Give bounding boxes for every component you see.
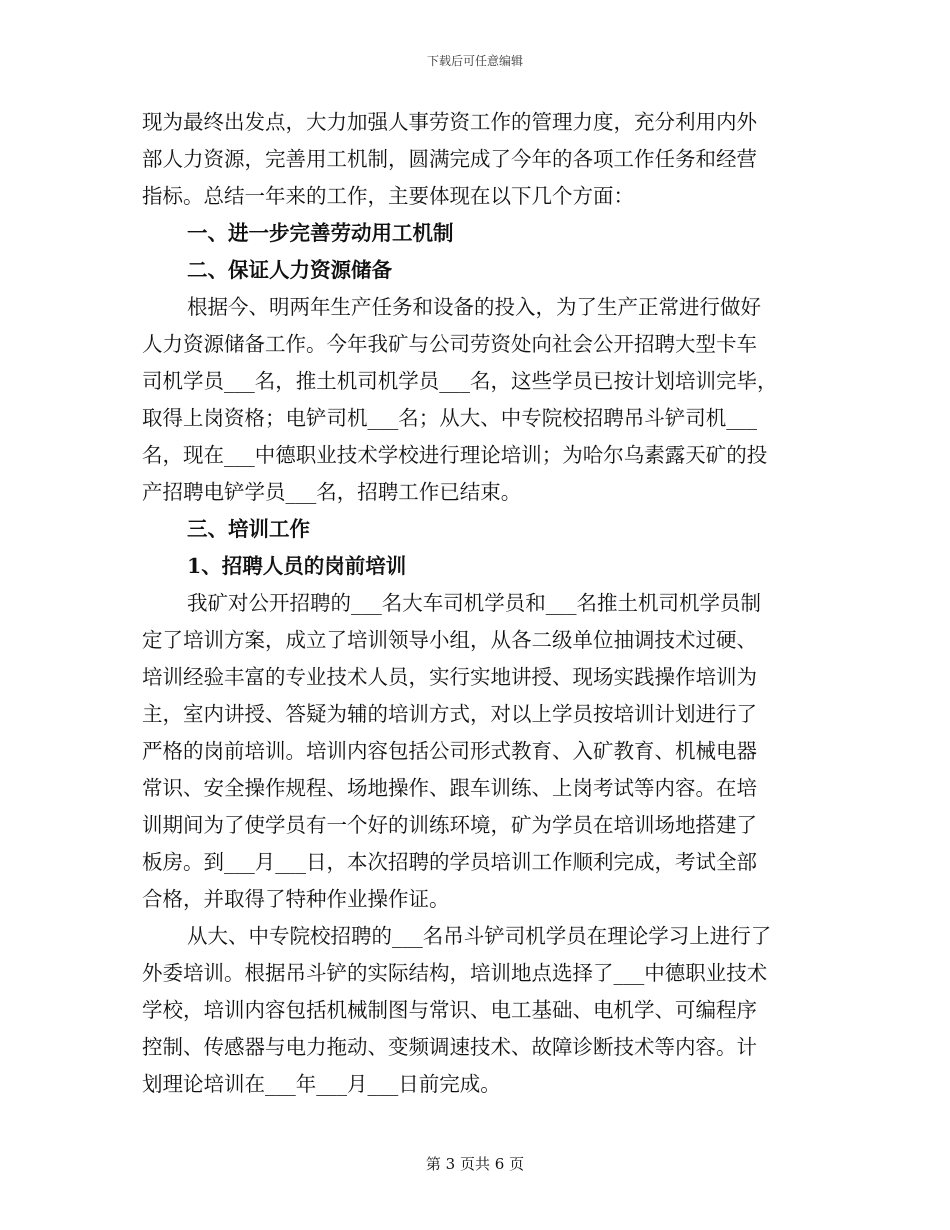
page-footer: 第 3 页共 6 页 xyxy=(425,1155,525,1173)
section-heading: 三、培训工作 xyxy=(187,517,310,541)
text-line: 指标。总结一年来的工作，主要体现在以下几个方面： xyxy=(142,184,634,208)
document-body xyxy=(142,104,822,1103)
text-line: 划理论培训在___年___月___日前完成。 xyxy=(142,1072,501,1096)
text-line: 主，室内讲授、答疑为辅的培训方式，对以上学员按培训计划进行了 xyxy=(142,702,757,726)
section-heading: 一、进一步完善劳动用工机制 xyxy=(187,221,454,245)
text-line: 部人力资源，完善用工机制，圆满完成了今年的各项工作任务和经营 xyxy=(142,147,757,171)
text-line: 现为最终出发点，大力加强人事劳资工作的管理力度，充分利用内外 xyxy=(142,110,757,134)
text-line: 取得上岗资格；电铲司机___名；从大、中专院校招聘吊斗铲司机___ xyxy=(142,406,757,430)
text-line: 产招聘电铲学员___名，招聘工作已结束。 xyxy=(142,480,522,504)
text-line: 合格，并取得了特种作业操作证。 xyxy=(142,887,450,911)
text-line: 从大、中专院校招聘的___名吊斗铲司机学员在理论学习上进行了 xyxy=(187,924,772,948)
text-line: 学校，培训内容包括机械制图与常识、电工基础、电机学、可编程序 xyxy=(142,998,757,1022)
page-header: 下载后可任意编辑 xyxy=(426,54,523,68)
text-line: 板房。到___月___日，本次招聘的学员培训工作顺利完成，考试全部 xyxy=(142,850,757,874)
text-line: 训期间为了使学员有一个好的训练环境，矿为学员在培训场地搭建了 xyxy=(142,813,757,837)
text-line: 培训经验丰富的专业技术人员，实行实地讲授、现场实践操作培训为 xyxy=(142,665,757,689)
text-line: 常识、安全操作规程、场地操作、跟车训练、上岗考试等内容。在培 xyxy=(142,776,757,800)
section-heading: 1、招聘人员的岗前培训 xyxy=(187,554,407,578)
text-line: 外委培训。根据吊斗铲的实际结构，培训地点选择了___中德职业技术 xyxy=(142,961,768,985)
text-line: 人力资源储备工作。今年我矿与公司劳资处向社会公开招聘大型卡车 xyxy=(142,332,757,356)
text-line: 司机学员___名，推土机司机学员___名，这些学员已按计划培训完毕， xyxy=(142,369,778,393)
text-line: 定了培训方案，成立了培训领导小组，从各二级单位抽调技术过硬、 xyxy=(142,628,757,652)
text-line: 控制、传感器与电力拖动、变频调速技术、故障诊断技术等内容。计 xyxy=(142,1035,757,1059)
text-line: 我矿对公开招聘的___名大车司机学员和___名推土机司机学员制 xyxy=(187,591,761,615)
text-line: 严格的岗前培训。培训内容包括公司形式教育、入矿教育、机械电器 xyxy=(142,739,757,763)
section-heading: 二、保证人力资源储备 xyxy=(187,258,392,282)
text-line: 根据今、明两年生产任务和设备的投入，为了生产正常进行做好 xyxy=(187,295,761,319)
text-line: 名，现在___中德职业技术学校进行理论培训；为哈尔乌素露天矿的投 xyxy=(142,443,768,467)
